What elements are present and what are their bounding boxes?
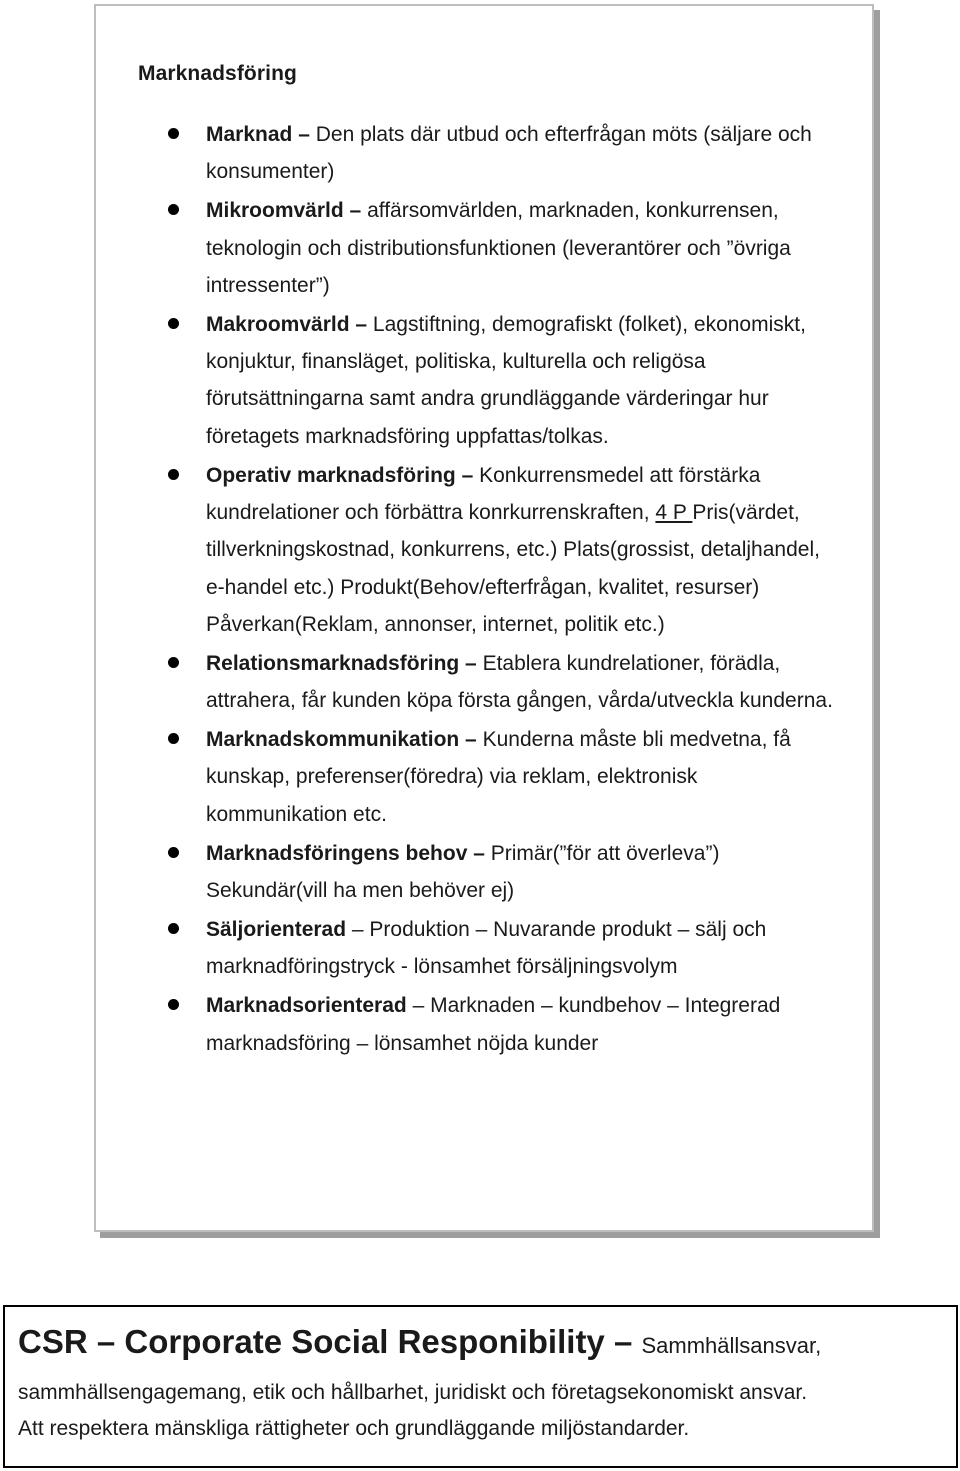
list-item bbox=[96, 306, 876, 455]
definition: – Marknaden – kundbehov – Integrerad marknadsföring – lönsamhet nöjda kunder bbox=[206, 994, 781, 1055]
list-item bbox=[96, 192, 876, 304]
definition: – Produktion – Nuvarande produkt – sälj och marknadföringstryck - lönsamhet försäljningsvolym bbox=[206, 918, 767, 979]
definition-continued: Pris(värdet, tillverkningskostnad, konkurrens, etc.) Plats(grossist, detaljhandel, e-handel etc.) Produkt(Behov/efterfrågan, kvalitet, resurser) Påverkan(Reklam, annonser, internet, politik etc.) bbox=[206, 501, 820, 636]
bullet-icon bbox=[168, 733, 179, 744]
term: Marknadsföringens behov – bbox=[206, 841, 491, 865]
definition: Den plats där utbud och efterfrågan möts (säljare och konsumenter) bbox=[206, 123, 812, 184]
list-item bbox=[96, 457, 876, 643]
term: Marknad – bbox=[206, 123, 316, 146]
term: Mikroomvärld – bbox=[206, 199, 368, 223]
term: Marknadskommunikation – bbox=[206, 728, 483, 752]
term: Säljorienterad bbox=[206, 918, 352, 942]
list-item bbox=[96, 116, 876, 191]
bullet-list bbox=[96, 116, 872, 1064]
definition: Kunderna måste bli medvetna, få kunskap, preferenser(föredra) via reklam, elektronisk kommunikation etc. bbox=[206, 728, 791, 826]
list-item bbox=[96, 721, 876, 833]
csr-text-line-3: Att respektera mänskliga rättigheter och grundläggande miljöstandarder. bbox=[18, 1417, 690, 1440]
bullet-icon bbox=[168, 469, 179, 480]
term: Makroomvärld – bbox=[206, 312, 373, 336]
list-item bbox=[96, 835, 876, 910]
bullet-icon bbox=[168, 847, 179, 858]
definition: Lagstiftning, demografiskt (folket), ekonomiskt, konjuktur, finansläget, politiska, kulturella och religösa förutsättningarna samt andra grundläggande värderingar hur företagets marknadsföring uppfattas/tolkas. bbox=[206, 312, 806, 448]
definition: Konkurrensmedel att förstärka kundrelationer och förbättra konrkurrenskraften, bbox=[206, 463, 761, 525]
bullet-icon bbox=[168, 657, 179, 668]
card-title: Marknadsföring bbox=[138, 62, 297, 85]
list-item bbox=[96, 645, 876, 720]
bullet-icon bbox=[168, 999, 179, 1010]
definition: affärsomvärlden, marknaden, konkurrensen, teknologin och distributionsfunktionen (leverantörer och ”övriga intressenter”) bbox=[206, 199, 791, 297]
csr-text-line-2: sammhällsengagemang, etik och hållbarhet, juridiskt och företagsekonomiskt ansvar. bbox=[18, 1381, 808, 1404]
csr-heading-line bbox=[18, 1319, 942, 1369]
term: Operativ marknadsföring – bbox=[206, 463, 480, 487]
csr-box bbox=[3, 1305, 958, 1468]
list-item bbox=[96, 911, 876, 986]
bullet-icon bbox=[168, 923, 179, 934]
underlined-4p: 4 P bbox=[655, 501, 693, 525]
bullet-icon bbox=[168, 318, 179, 329]
bullet-icon bbox=[168, 128, 179, 139]
list-item bbox=[96, 987, 876, 1062]
term: Marknadsorienterad bbox=[206, 994, 413, 1018]
term: Relationsmarknadsföring – bbox=[206, 651, 483, 675]
marketing-notes-card bbox=[94, 4, 874, 1232]
definition: Primär(”för att överleva”) Sekundär(vill ha men behöver ej) bbox=[206, 841, 720, 903]
definition: Etablera kundrelationer, förädla, attrahera, får kunden köpa första gången, vårda/utveckla kunderna. bbox=[206, 651, 833, 713]
csr-heading: CSR – Corporate Social Responibility – bbox=[18, 1323, 642, 1360]
bullet-icon bbox=[168, 204, 179, 215]
csr-heading-description: Sammhällsansvar, bbox=[641, 1333, 822, 1358]
